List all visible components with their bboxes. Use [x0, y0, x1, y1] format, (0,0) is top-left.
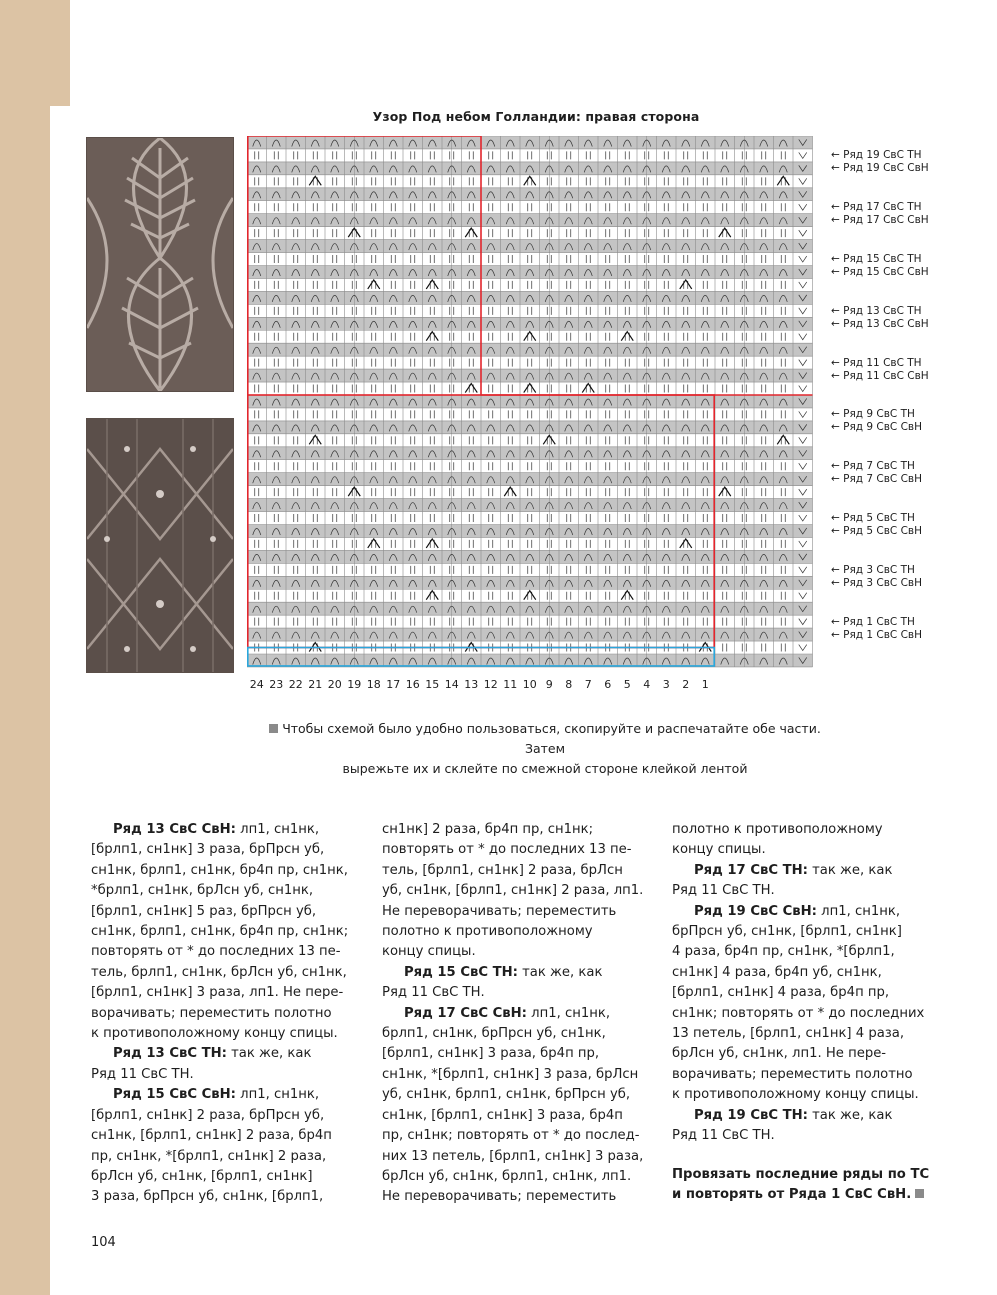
- text-line: уб, сн1нк, брлп1, сн1нк, брПрсн уб,: [382, 1087, 631, 1103]
- text-line: Ряд 11 СвС ТН.: [672, 1128, 775, 1144]
- chart-row: [247, 563, 813, 576]
- text-line: сн1нк, *[брлп1, сн1нк] 3 раза, брЛсн: [382, 1066, 639, 1082]
- column-number: 20: [327, 678, 342, 691]
- chart-row: [247, 356, 813, 369]
- text-line: к противоположному концу спицы.: [672, 1087, 919, 1103]
- text-line: [брлп1, сн1нк] 3 раза, лп1. Не пере-: [91, 985, 344, 1001]
- chart-row: [247, 628, 813, 641]
- column-number: 4: [643, 678, 651, 691]
- chart-row: [247, 473, 813, 486]
- chart-row: [247, 343, 813, 356]
- chart-row: [247, 214, 813, 227]
- column-number: 9: [545, 678, 553, 691]
- column-number: 15: [425, 678, 440, 691]
- column-number: 14: [444, 678, 459, 691]
- row-label: ← Ряд 17 СвС СвН: [831, 214, 929, 227]
- chart-row: [247, 162, 813, 175]
- square-bullet-icon: [269, 724, 278, 733]
- knit-sample-photo-back: [86, 418, 234, 673]
- column-number: 5: [623, 678, 631, 691]
- text-line: пр, сн1нк, *[брлп1, сн1нк] 2 раза,: [91, 1148, 327, 1164]
- row-heading: Ряд 15 СвС ТН:: [404, 964, 518, 980]
- column-number: 23: [269, 678, 284, 691]
- row-label: ← Ряд 19 СвС ТН: [831, 149, 922, 162]
- closing-instruction: Провязать последние ряды по ТС: [672, 1166, 930, 1182]
- text-line: так же, как: [807, 862, 893, 878]
- text-column-3: [672, 820, 930, 1205]
- chart-row: [247, 278, 813, 291]
- row-heading: Ряд 17 СвС ТН:: [694, 862, 808, 878]
- row-label: ← Ряд 15 СвС СвН: [831, 265, 929, 278]
- chart-row: [247, 602, 813, 615]
- chart-row: [247, 421, 813, 434]
- column-number: 17: [386, 678, 401, 691]
- text-line: Ряд 11 СвС ТН.: [672, 883, 775, 899]
- text-line: лп1, сн1нк,: [816, 903, 901, 919]
- row-label: ← Ряд 7 СвС СвН: [831, 473, 923, 486]
- text-line: них 13 петель, [брлп1, сн1нк] 3 раза,: [382, 1148, 644, 1164]
- chart-row: [247, 395, 813, 408]
- row-heading: Ряд 19 СвС СвН:: [694, 903, 817, 919]
- row-heading: Ряд 17 СвС СвН:: [404, 1005, 527, 1021]
- text-line: 3 раза, брПрсн уб, сн1нк, [брлп1,: [91, 1189, 324, 1205]
- text-line: полотно к противоположному: [672, 822, 883, 837]
- text-line: брЛсн уб, сн1нк, [брлп1, сн1нк]: [91, 1168, 313, 1184]
- row-label: ← Ряд 11 СвС СвН: [831, 369, 929, 382]
- chart-row: [247, 253, 813, 266]
- text-line: так же, как: [807, 1107, 893, 1123]
- text-line: [брлп1, сн1нк] 5 раз, брПрсн уб,: [91, 903, 317, 919]
- corner-tab: [0, 0, 70, 106]
- text-line: брЛсн уб, сн1нк, брлп1, сн1нк, лп1.: [382, 1168, 632, 1184]
- text-line: пр, сн1нк; повторять от * до послед-: [382, 1128, 640, 1144]
- row-label: ← Ряд 5 СвС ТН: [831, 512, 915, 525]
- row-heading: Ряд 19 СвС ТН:: [694, 1107, 808, 1123]
- text-line: сн1нк] 2 раза, бр4п пр, сн1нк;: [382, 822, 594, 837]
- column-number: 21: [308, 678, 323, 691]
- closing-instruction: и повторять от Ряда 1 СвС СвН.: [672, 1186, 912, 1202]
- column-number: 22: [288, 678, 303, 691]
- chart-row: [247, 240, 813, 253]
- chart-row: [247, 576, 813, 589]
- text-line: концу спицы.: [672, 842, 766, 858]
- page-margin-strip: [0, 106, 50, 1295]
- chart-row: [247, 369, 813, 382]
- chart-row: [247, 550, 813, 563]
- chart-row: [247, 537, 813, 550]
- text-line: ворачивать; переместить полотно: [672, 1066, 913, 1082]
- chart-row: [247, 266, 813, 279]
- chart-row: [247, 201, 813, 214]
- row-label: ← Ряд 13 СвС СвН: [831, 317, 929, 330]
- text-line: сн1нк, брлп1, сн1нк, бр4п пр, сн1нк;: [91, 924, 349, 940]
- text-line: [брлп1, сн1нк] 2 раза, брПрсн уб,: [91, 1107, 325, 1123]
- text-line: сн1нк, [брлп1, сн1нк] 3 раза, бр4п: [382, 1107, 623, 1123]
- text-line: *брлп1, сн1нк, брЛсн уб, сн1нк,: [91, 883, 314, 899]
- column-number: 7: [584, 678, 592, 691]
- row-label: ← Ряд 1 СвС СвН: [831, 628, 923, 641]
- column-number: 11: [503, 678, 518, 691]
- row-heading: Ряд 13 СвС ТН:: [113, 1046, 227, 1062]
- text-line: [брлп1, сн1нк] 3 раза, бр4п пр,: [382, 1046, 600, 1062]
- text-line: брПрсн уб, сн1нк, [брлп1, сн1нк]: [672, 924, 902, 940]
- text-line: полотно к противоположному: [382, 924, 593, 940]
- text-line: 13 петель, [брлп1, сн1нк] 4 раза,: [672, 1026, 905, 1042]
- column-number: 19: [347, 678, 362, 691]
- text-line: сн1нк; повторять от * до последних: [672, 1005, 925, 1021]
- chart-row: [247, 188, 813, 201]
- text-column-2: [382, 820, 644, 1208]
- text-column-1: [91, 820, 349, 1208]
- row-label: ← Ряд 11 СвС ТН: [831, 356, 922, 369]
- row-label: ← Ряд 9 СвС СвН: [831, 421, 923, 434]
- row-heading: Ряд 15 СвС СвН:: [113, 1087, 236, 1103]
- text-line: брлп1, сн1нк, брПрсн уб, сн1нк,: [382, 1026, 606, 1042]
- text-line: [брлп1, сн1нк] 4 раза, бр4п пр,: [672, 985, 890, 1001]
- text-line: концу спицы.: [382, 944, 476, 960]
- text-line: сн1нк] 4 раза, бр4п уб, сн1нк,: [672, 964, 882, 980]
- text-line: повторять от * до последних 13 пе-: [382, 842, 632, 858]
- chart-row: [247, 136, 813, 149]
- column-number: 3: [662, 678, 670, 691]
- chart-row: [247, 434, 813, 447]
- text-line: так же, как: [517, 964, 603, 980]
- page-number: 104: [91, 1235, 116, 1250]
- text-line: Ряд 11 СвС ТН.: [382, 985, 485, 1001]
- column-number: 1: [701, 678, 709, 691]
- chart-row: [247, 499, 813, 512]
- column-number: 12: [483, 678, 498, 691]
- column-numbers: [247, 678, 717, 692]
- row-label: ← Ряд 1 СвС ТН: [831, 615, 915, 628]
- text-line: лп1, сн1нк,: [235, 1087, 320, 1103]
- caption-line-2: вырежьте их и склейте по смежной стороне клейкой лентой: [342, 761, 748, 776]
- row-label: ← Ряд 7 СвС ТН: [831, 460, 915, 473]
- chart-row: [247, 149, 813, 162]
- text-line: уб, сн1нк, [брлп1, сн1нк] 2 раза, лп1.: [382, 883, 644, 899]
- row-label: ← Ряд 19 СвС СвН: [831, 162, 929, 175]
- text-line: лп1, сн1нк,: [235, 822, 320, 837]
- column-number: 13: [464, 678, 479, 691]
- chart-row: [247, 525, 813, 538]
- text-line: к противоположному концу спицы.: [91, 1026, 338, 1042]
- chart-row: [247, 408, 813, 421]
- row-label: ← Ряд 13 СвС ТН: [831, 304, 922, 317]
- column-number: 10: [522, 678, 537, 691]
- text-line: сн1нк, брлп1, сн1нк, бр4п пр, сн1нк,: [91, 862, 348, 878]
- chart-row: [247, 654, 813, 667]
- chart-row: [247, 615, 813, 628]
- row-label: ← Ряд 5 СвС СвН: [831, 524, 923, 537]
- row-label: ← Ряд 17 СвС ТН: [831, 201, 922, 214]
- text-line: повторять от * до последних 13 пе-: [91, 944, 341, 960]
- text-line: Не переворачивать; переместить: [382, 1189, 617, 1205]
- row-heading: Ряд 13 СвС СвН:: [113, 822, 236, 837]
- column-number: 24: [249, 678, 264, 691]
- knit-sample-photo-front: [86, 137, 234, 392]
- column-number: 6: [604, 678, 612, 691]
- row-label: ← Ряд 3 СвС СвН: [831, 576, 923, 589]
- square-end-icon: [915, 1189, 924, 1198]
- text-line: лп1, сн1нк,: [526, 1005, 611, 1021]
- row-label: ← Ряд 15 СвС ТН: [831, 253, 922, 266]
- chart-caption: [250, 719, 840, 779]
- text-line: Не переворачивать; переместить: [382, 903, 617, 919]
- text-line: тель, брлп1, сн1нк, брЛсн уб, сн1нк,: [91, 964, 347, 980]
- knitting-chart: [247, 136, 824, 676]
- column-number: 18: [366, 678, 381, 691]
- column-number: 8: [565, 678, 573, 691]
- chart-title: Узор Под небом Голландии: правая сторона: [372, 109, 700, 124]
- text-line: [брлп1, сн1нк] 3 раза, брПрсн уб,: [91, 842, 325, 858]
- chart-row: [247, 291, 813, 304]
- chart-row: [247, 304, 813, 317]
- text-line: Ряд 11 СвС ТН.: [91, 1066, 194, 1082]
- chart-row: [247, 512, 813, 525]
- text-line: брЛсн уб, сн1нк, лп1. Не пере-: [672, 1046, 887, 1062]
- row-label: ← Ряд 9 СвС ТН: [831, 408, 915, 421]
- text-line: 4 раза, бр4п пр, сн1нк, *[брлп1,: [672, 944, 895, 960]
- chart-row: [247, 460, 813, 473]
- column-number: 16: [405, 678, 420, 691]
- chart-row: [247, 447, 813, 460]
- text-line: сн1нк, [брлп1, сн1нк] 2 раза, бр4п: [91, 1128, 332, 1144]
- text-line: тель, [брлп1, сн1нк] 2 раза, брЛсн: [382, 862, 623, 878]
- row-label: ← Ряд 3 СвС ТН: [831, 563, 915, 576]
- column-number: 2: [682, 678, 690, 691]
- caption-line-1: Чтобы схемой было удобно пользоваться, скопируйте и распечатайте обе части. Затем: [282, 721, 821, 756]
- text-line: так же, как: [226, 1046, 312, 1062]
- text-line: ворачивать; переместить полотно: [91, 1005, 332, 1021]
- chart-row: [247, 317, 813, 330]
